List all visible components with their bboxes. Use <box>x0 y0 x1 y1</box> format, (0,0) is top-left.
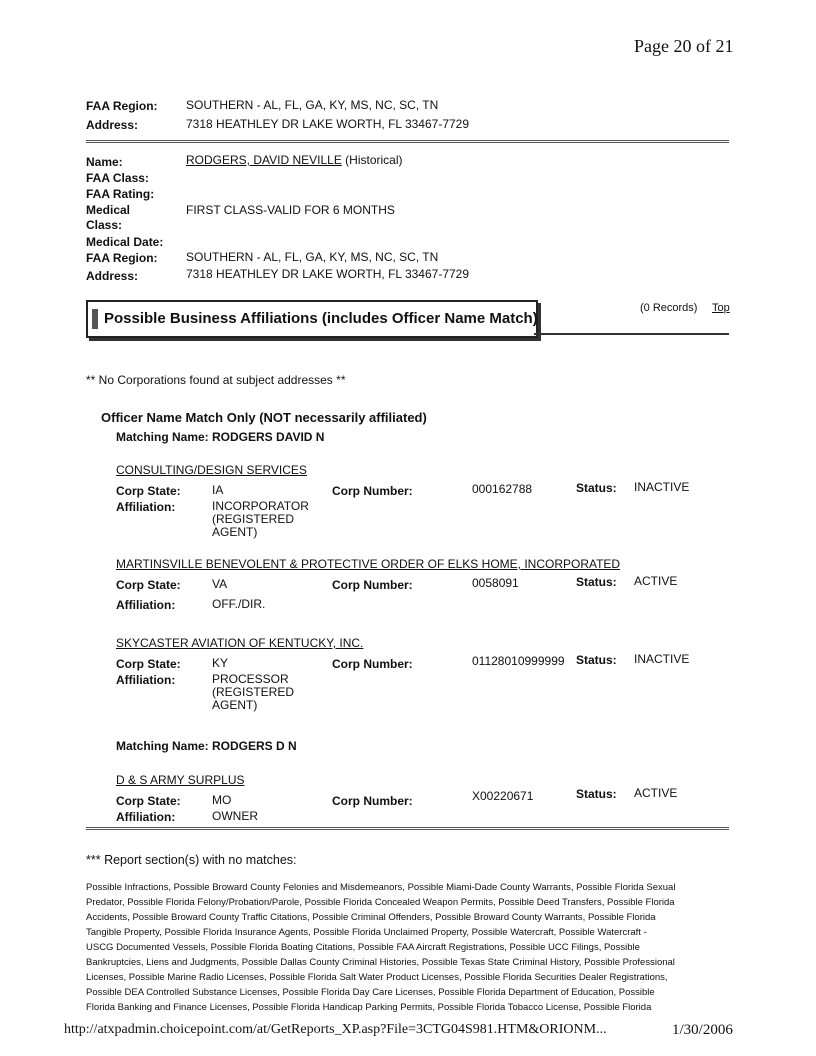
no-match-line: Possible Infractions, Possible Broward County Felonies and Misdemeanors, Possible Miami-Dade County Warrants, Possible Florida Sexual <box>86 882 676 893</box>
matching-name-1: Matching Name: RODGERS DAVID N <box>116 430 325 444</box>
faa-region-label-2: FAA Region: <box>86 251 158 265</box>
faa-region-label: FAA Region: <box>86 99 158 113</box>
address-label-2: Address: <box>86 269 139 283</box>
pilot-name-note: (Historical) <box>345 153 403 167</box>
faa-class-label: FAA Class: <box>86 171 149 185</box>
affiliation-line: PROCESSOR <box>212 672 289 686</box>
corp-name-link[interactable]: SKYCASTER AVIATION OF KENTUCKY, INC. <box>116 636 364 650</box>
corp-number-label: Corp Number: <box>332 657 413 671</box>
records-count: (0 Records) <box>640 302 698 314</box>
faa-region-value-2: SOUTHERN - AL, FL, GA, KY, MS, NC, SC, TN <box>186 250 439 264</box>
medical-class-label-line2: Class: <box>86 218 123 232</box>
corp-state-value: KY <box>212 656 229 670</box>
status-value: INACTIVE <box>634 480 690 494</box>
faa-rating-label: FAA Rating: <box>86 187 155 201</box>
corp-name-link[interactable]: CONSULTING/DESIGN SERVICES <box>116 463 307 477</box>
corp-state-value: MO <box>212 793 232 807</box>
page-number: Page 20 of 21 <box>634 36 734 56</box>
affiliation-label: Affiliation: <box>116 500 176 514</box>
pilot-name-link[interactable]: RODGERS, DAVID NEVILLE <box>186 153 342 167</box>
affiliation-line: (REGISTERED <box>212 512 295 526</box>
no-match-line: Accidents, Possible Broward County Traffic Citations, Possible Criminal Offenders, Possible Broward County Warrants, Possible Florida <box>86 912 656 923</box>
corp-number-value: 0058091 <box>472 576 519 590</box>
no-match-heading: *** Report section(s) with no matches: <box>86 853 297 867</box>
no-match-line: Florida Banking and Finance Licenses, Possible Florida Handicap Parking Permits, Possible Florida Tobacco License, Possible Florida <box>86 1002 652 1013</box>
status-value: ACTIVE <box>634 574 678 588</box>
faa-region-value: SOUTHERN - AL, FL, GA, KY, MS, NC, SC, TN <box>186 98 439 112</box>
affiliation-value: OWNER <box>212 809 258 823</box>
corp-number-value: 01128010999999 <box>472 654 565 668</box>
affiliation-value <box>212 500 309 539</box>
medical-class-value: FIRST CLASS-VALID FOR 6 MONTHS <box>186 203 395 217</box>
corp-state-label: Corp State: <box>116 484 181 498</box>
affiliation-label: Affiliation: <box>116 810 176 824</box>
corp-state-label: Corp State: <box>116 578 181 592</box>
banner-underline <box>534 333 729 335</box>
section-title: Possible Business Affiliations (includes Officer Name Match) <box>104 310 538 327</box>
status-value: INACTIVE <box>634 652 690 666</box>
corp-number-value: 000162788 <box>472 482 533 496</box>
section-divider <box>86 827 729 830</box>
no-match-line: Tangible Property, Possible Florida Insurance Agents, Possible Florida Unclaimed Property, Possible Watercraft, Possible Watercraft - <box>86 927 647 938</box>
affiliation-line: INCORPORATOR <box>212 499 309 513</box>
matching-name-2: Matching Name: RODGERS D N <box>116 739 297 753</box>
name-label: Name: <box>86 155 123 169</box>
no-corporations-note: ** No Corporations found at subject addresses ** <box>86 373 346 387</box>
no-match-line: Bankruptcies, Liens and Judgments, Possible Dallas County Criminal Histories, Possible Texas State Criminal History, Possible Professional <box>86 957 675 968</box>
banner-marker <box>92 309 98 329</box>
affiliation-line: (REGISTERED <box>212 685 295 699</box>
corp-number-value: X00220671 <box>472 789 534 803</box>
status-label: Status: <box>576 481 617 495</box>
no-match-line: Predator, Possible Florida Felony/Probation/Parole, Possible Florida Concealed Weapon Permits, Possible Deed Transfers, Possible Florida <box>86 897 675 908</box>
affiliation-label: Affiliation: <box>116 598 176 612</box>
top-link[interactable]: Top <box>712 302 730 314</box>
section-divider <box>86 140 729 143</box>
affiliation-value <box>212 673 294 712</box>
corp-number-label: Corp Number: <box>332 484 413 498</box>
corp-state-label: Corp State: <box>116 794 181 808</box>
no-match-line: USCG Documented Vessels, Possible Florida Boating Citations, Possible FAA Aircraft Registrations, Possible UCC Filings, Possible <box>86 942 640 953</box>
no-match-list <box>86 880 738 1015</box>
corp-name-link[interactable]: D & S ARMY SURPLUS <box>116 773 245 787</box>
address-label: Address: <box>86 118 139 132</box>
affiliation-line: AGENT) <box>212 525 258 539</box>
medical-class-label-line1: Medical <box>86 203 131 217</box>
medical-date-label: Medical Date: <box>86 235 164 249</box>
corp-number-label: Corp Number: <box>332 578 413 592</box>
status-label: Status: <box>576 575 617 589</box>
corp-name-link[interactable]: MARTINSVILLE BENEVOLENT & PROTECTIVE ORDER OF ELKS HOME, INCORPORATED <box>116 557 621 571</box>
affiliation-value: OFF./DIR. <box>212 597 266 611</box>
address-value: 7318 HEATHLEY DR LAKE WORTH, FL 33467-7729 <box>186 117 470 131</box>
footer-url: http://atxpadmin.choicepoint.com/at/GetReports_XP.asp?File=3CTG04S981.HTM&ORIONM... <box>64 1022 607 1037</box>
footer-date: 1/30/2006 <box>672 1022 733 1038</box>
corp-state-label: Corp State: <box>116 657 181 671</box>
no-match-line: Possible DEA Controlled Substance Licenses, Possible Florida Day Care Licenses, Possible Florida Department of Education, Possible <box>86 987 655 998</box>
affiliation-line: AGENT) <box>212 698 258 712</box>
section-banner <box>86 300 538 338</box>
address-value-2: 7318 HEATHLEY DR LAKE WORTH, FL 33467-7729 <box>186 267 470 281</box>
officer-match-heading: Officer Name Match Only (NOT necessarily affiliated) <box>101 410 427 425</box>
corp-number-label: Corp Number: <box>332 794 413 808</box>
status-label: Status: <box>576 787 617 801</box>
status-value: ACTIVE <box>634 786 678 800</box>
status-label: Status: <box>576 653 617 667</box>
affiliation-label: Affiliation: <box>116 673 176 687</box>
corp-state-value: VA <box>212 577 228 591</box>
no-match-line: Licenses, Possible Marine Radio Licenses, Possible Florida Salt Water Product Licenses, Possible Florida Securities Dealer Registrations, <box>86 972 668 983</box>
corp-state-value: IA <box>212 483 224 497</box>
